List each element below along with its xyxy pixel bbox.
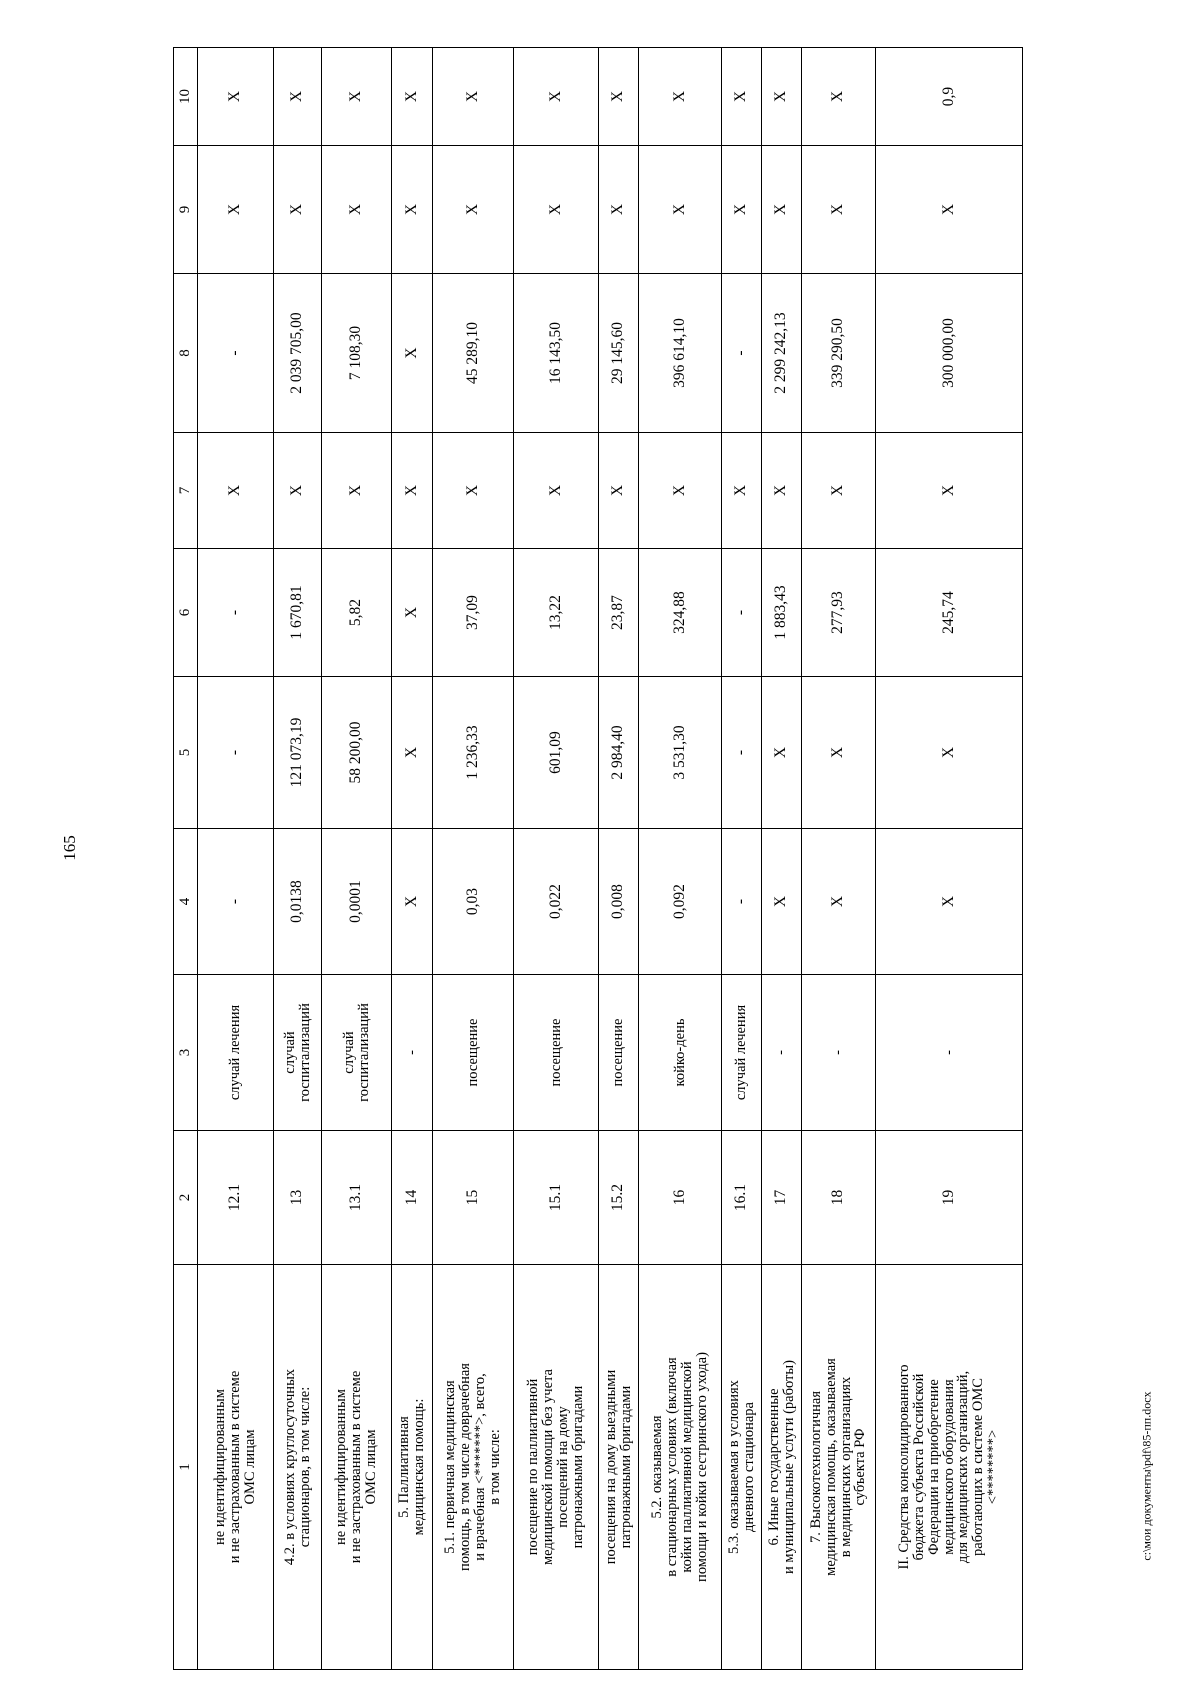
table-cell: 12.1 [198, 1131, 274, 1265]
table-cell: X [722, 146, 762, 274]
table-cell: случай госпитализаций [274, 975, 322, 1131]
rotated-table-container [173, 48, 1023, 1670]
page-number: 165 [60, 835, 79, 861]
table-cell: X [392, 829, 433, 975]
table-cell: - [198, 829, 274, 975]
table-cell: 19 [876, 1131, 1023, 1265]
table-cell: посещение [599, 975, 639, 1131]
row-description-cell: 5. Паллиативная медицинская помощь: [392, 1265, 433, 1670]
table-cell: 0,9 [876, 48, 1023, 146]
table-cell: 0,008 [599, 829, 639, 975]
row-description-cell: посещение по паллиативной медицинской помощи без учета посещений на дому патронажными бригадами [514, 1265, 599, 1670]
table-cell: X [392, 433, 433, 549]
table-cell: - [198, 274, 274, 433]
table-cell: X [876, 677, 1023, 829]
table-cell: 15 [433, 1131, 514, 1265]
table-cell: 324,88 [639, 549, 722, 677]
row-description-cell: 4.2. в условиях круглосуточных стационаров, в том числе: [274, 1265, 322, 1670]
table-cell: случай госпитализаций [322, 975, 392, 1131]
table-row [722, 48, 762, 1670]
table-cell: - [198, 549, 274, 677]
table-cell: - [722, 274, 762, 433]
table-cell: 3 531,30 [639, 677, 722, 829]
table-header-cell: 2 [174, 1131, 198, 1265]
table-cell: 13,22 [514, 549, 599, 677]
row-description-cell: посещения на дому выездными патронажными бригадами [599, 1265, 639, 1670]
table-cell: 15.1 [514, 1131, 599, 1265]
table-header-cell: 7 [174, 433, 198, 549]
table-row [876, 48, 1023, 1670]
table-cell: X [274, 48, 322, 146]
data-table [173, 47, 1023, 1670]
table-cell: 17 [762, 1131, 802, 1265]
table-cell: 45 289,10 [433, 274, 514, 433]
table-cell: 58 200,00 [322, 677, 392, 829]
row-description-cell: не идентифицированным и не застрахованным в системе ОМС лицам [322, 1265, 392, 1670]
table-cell: X [599, 146, 639, 274]
table-cell: 16.1 [722, 1131, 762, 1265]
table-cell: 7 108,30 [322, 274, 392, 433]
table-cell: X [322, 146, 392, 274]
row-description-cell: 7. Высокотехнологичная медицинская помощь, оказываемая в медицинских организациях субъекта РФ [802, 1265, 876, 1670]
table-row [514, 48, 599, 1670]
table-cell: 5,82 [322, 549, 392, 677]
table-cell: X [802, 433, 876, 549]
table-cell: 0,03 [433, 829, 514, 975]
table-cell: X [433, 48, 514, 146]
table-cell: X [762, 433, 802, 549]
table-header-cell: 4 [174, 829, 198, 975]
row-description-cell: 5.2. оказываемая в стационарных условиях (включая койки паллиативной медицинской помощи и койки сестринского ухода) [639, 1265, 722, 1670]
table-header-cell: 10 [174, 48, 198, 146]
table-cell: X [198, 433, 274, 549]
table-cell: посещение [433, 975, 514, 1131]
table-cell: 15.2 [599, 1131, 639, 1265]
table-cell: 2 039 705,00 [274, 274, 322, 433]
table-cell: X [514, 433, 599, 549]
table-cell: 277,93 [802, 549, 876, 677]
table-cell: 121 073,19 [274, 677, 322, 829]
table-cell: X [802, 829, 876, 975]
table-cell: X [198, 146, 274, 274]
table-cell: 2 299 242,13 [762, 274, 802, 433]
table-cell: 300 000,00 [876, 274, 1023, 433]
table-cell: X [876, 146, 1023, 274]
row-description-cell: II. Средства консолидированного бюджета субъекта Российской Федерации на приобретение медицинского оборудования для медицинских организаций, работающих в системе ОМС <********> [876, 1265, 1023, 1670]
table-cell: X [762, 677, 802, 829]
table-cell: X [639, 146, 722, 274]
table-cell: X [392, 146, 433, 274]
table-cell: X [802, 48, 876, 146]
table-cell: X [392, 677, 433, 829]
row-description-cell: 5.3. оказываемая в условиях дневного стационара [722, 1265, 762, 1670]
table-cell: случай лечения [198, 975, 274, 1131]
table-header-cell: 3 [174, 975, 198, 1131]
table-cell: X [392, 48, 433, 146]
table-cell: X [322, 48, 392, 146]
table-cell: X [722, 48, 762, 146]
table-cell: X [599, 48, 639, 146]
table-cell: 1 236,33 [433, 677, 514, 829]
table-header-cell: 5 [174, 677, 198, 829]
table-cell: 16 143,50 [514, 274, 599, 433]
table-cell: X [322, 433, 392, 549]
table-cell: 245,74 [876, 549, 1023, 677]
table-cell: 0,022 [514, 829, 599, 975]
table-cell: X [599, 433, 639, 549]
table-cell: X [876, 829, 1023, 975]
table-cell: X [274, 433, 322, 549]
table-row [802, 48, 876, 1670]
table-cell: 2 984,40 [599, 677, 639, 829]
table-cell: 37,09 [433, 549, 514, 677]
table-cell: X [722, 433, 762, 549]
table-cell: 14 [392, 1131, 433, 1265]
table-cell: X [433, 433, 514, 549]
table-cell: - [722, 677, 762, 829]
table-header-cell: 8 [174, 274, 198, 433]
table-row [433, 48, 514, 1670]
table-cell: 0,0001 [322, 829, 392, 975]
footer-file-path: c:\мои документы\pdf\85-пп.docx [1139, 1391, 1154, 1561]
table-cell: - [722, 829, 762, 975]
table-cell: 23,87 [599, 549, 639, 677]
table-cell: X [198, 48, 274, 146]
table-cell: X [514, 48, 599, 146]
row-description-cell: 6. Иные государственные и муниципальные услуги (работы) [762, 1265, 802, 1670]
table-cell: X [392, 549, 433, 677]
table-row [599, 48, 639, 1670]
row-description-cell: 5.1. первичная медицинская помощь, в том числе доврачебная и врачебная <*******>, всего, в том числе: [433, 1265, 514, 1670]
table-cell: X [762, 48, 802, 146]
table-cell: 601,09 [514, 677, 599, 829]
table-cell: 1 883,43 [762, 549, 802, 677]
table-row [392, 48, 433, 1670]
table-cell: 396 614,10 [639, 274, 722, 433]
table-cell: 339 290,50 [802, 274, 876, 433]
table-cell: X [802, 146, 876, 274]
table-row [322, 48, 392, 1670]
table-cell: - [198, 677, 274, 829]
table-cell: - [762, 975, 802, 1131]
table-cell: посещение [514, 975, 599, 1131]
table-cell: X [639, 433, 722, 549]
table-cell: X [762, 146, 802, 274]
table-cell: X [392, 274, 433, 433]
table-cell: 13.1 [322, 1131, 392, 1265]
table-cell: 29 145,60 [599, 274, 639, 433]
table-cell: X [802, 677, 876, 829]
table-cell: случай лечения [722, 975, 762, 1131]
table-cell: - [876, 975, 1023, 1131]
table-cell: - [722, 549, 762, 677]
table-cell: X [639, 48, 722, 146]
table-cell: - [392, 975, 433, 1131]
table-cell: X [514, 146, 599, 274]
table-row [274, 48, 322, 1670]
table-cell: 0,092 [639, 829, 722, 975]
table-cell: 0,0138 [274, 829, 322, 975]
table-cell: 1 670,81 [274, 549, 322, 677]
table-header-row [174, 48, 198, 1670]
table-cell: 18 [802, 1131, 876, 1265]
table-cell: 13 [274, 1131, 322, 1265]
table-cell: X [762, 829, 802, 975]
table-cell: X [274, 146, 322, 274]
table-cell: - [802, 975, 876, 1131]
table-cell: койко-день [639, 975, 722, 1131]
table-header-cell: 9 [174, 146, 198, 274]
table-row [762, 48, 802, 1670]
table-header-cell: 1 [174, 1265, 198, 1670]
table-row [198, 48, 274, 1670]
table-cell: 16 [639, 1131, 722, 1265]
row-description-cell: не идентифицированным и не застрахованным в системе ОМС лицам [198, 1265, 274, 1670]
table-cell: X [433, 146, 514, 274]
table-body [174, 48, 1023, 1670]
table-header-cell: 6 [174, 549, 198, 677]
table-row [639, 48, 722, 1670]
table-cell: X [876, 433, 1023, 549]
